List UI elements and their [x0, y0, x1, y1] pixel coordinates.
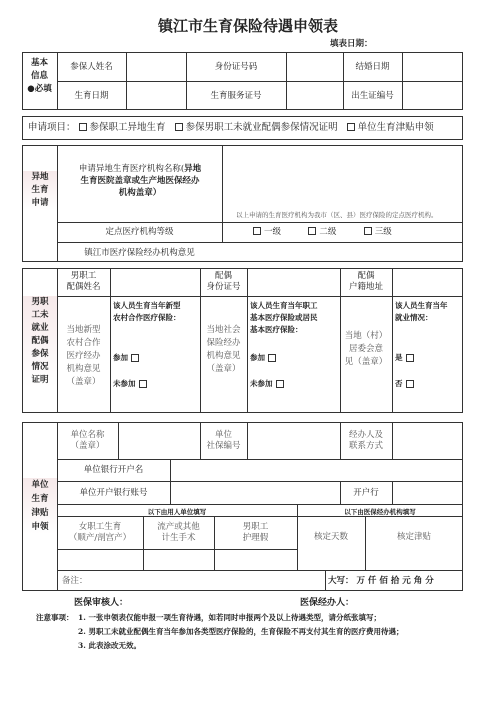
- bank-account-label: 单位开户银行账号: [79, 488, 148, 498]
- spouse-id-field[interactable]: [248, 269, 339, 295]
- unit-name-field[interactable]: [119, 423, 199, 458]
- unit-side: 单位 生育 津贴 申领: [23, 478, 57, 534]
- basic-side-2: 信息: [30, 71, 48, 81]
- spouse-name-field[interactable]: [111, 269, 199, 295]
- birth-date-label: 生育日期: [74, 91, 109, 101]
- verify-days-label: 核定天数: [313, 532, 348, 542]
- notes-label: 注意事项：: [36, 613, 74, 622]
- apply-item-spouse: 参保男职工未就业配偶参保情况证明: [185, 122, 338, 133]
- rural-join: 参加: [113, 352, 142, 363]
- level-1-checkbox[interactable]: [253, 227, 261, 235]
- male-leave-field[interactable]: [215, 550, 296, 569]
- apply-items-line: [28, 122, 434, 133]
- male-leave-label: 男职工 护理假: [242, 522, 269, 543]
- basic-side-3: ●必填: [27, 84, 52, 94]
- apply-checkbox-spouse[interactable]: [175, 123, 183, 131]
- social-join-checkbox[interactable]: [268, 354, 276, 362]
- remote-hospital-field[interactable]: [223, 146, 462, 206]
- insured-name-label: 参保人姓名: [70, 62, 113, 72]
- fill-date-label: 填表日期：: [330, 39, 373, 49]
- employ-yes: 是: [395, 352, 417, 363]
- birth-cert-label: 出生证编号: [351, 91, 394, 101]
- spouse-name-label: 男职工 配偶姓名: [66, 271, 101, 292]
- miscarriage-field[interactable]: [144, 550, 213, 569]
- capital-amount: 大写： 万 仟 佰 拾 元 角 分: [328, 576, 434, 586]
- contact-field[interactable]: [393, 423, 462, 458]
- rural-join-checkbox[interactable]: [131, 354, 139, 362]
- level-options: 一级 二级 三级: [250, 227, 392, 238]
- rural-question: 该人员生育当年新型 农村合作医疗保险：: [113, 301, 181, 322]
- level-3-checkbox[interactable]: [364, 227, 372, 235]
- apply-item-remote: 参保职工异地生育: [89, 122, 166, 133]
- female-leave-label: 女职工生育 （顺产/剖宫产）: [68, 522, 132, 543]
- level-2-checkbox[interactable]: [308, 227, 316, 235]
- page-title: 镇江市生育保险待遇申领表: [157, 17, 338, 35]
- remark-field[interactable]: [90, 571, 324, 590]
- insurance-opinion-field[interactable]: [223, 243, 462, 261]
- marriage-date-label: 结婚日期: [355, 62, 390, 72]
- bank-name-label: 单位银行开户名: [83, 465, 144, 475]
- verify-allowance-label: 核定津贴: [396, 532, 431, 542]
- social-opinion-label: 当地社会 保险经办 机构意见 （盖章）: [206, 325, 241, 374]
- bank-account-field[interactable]: [171, 482, 339, 503]
- employ-question: 该人员生育当年 就业情况：: [395, 301, 448, 322]
- unit-fill-note: 以下由用人单位填写: [147, 508, 207, 516]
- rural-opinion-label: 当地新型 农村合作 医疗经办 机构意见 （盖章）: [66, 325, 101, 387]
- apply-checkbox-unit[interactable]: [347, 123, 355, 131]
- remote-note: 以上申请的生育医疗机构为我市（区、县）医疗保险的定点医疗机构。: [236, 211, 438, 219]
- checker-label: 医保审核人：: [74, 598, 129, 608]
- birth-date-field[interactable]: [127, 82, 185, 109]
- id-number-label: 身份证号码: [214, 62, 258, 72]
- miscarriage-label: 流产或其他 计生手术: [157, 522, 200, 543]
- handler-label: 医保经办人：: [300, 598, 355, 608]
- bank-name-field[interactable]: [171, 460, 462, 480]
- female-leave-field[interactable]: [58, 550, 142, 569]
- rural-not-join: 未参加: [113, 378, 150, 389]
- spouse-id-label: 配偶 身份证号: [206, 271, 241, 292]
- birth-cert-field[interactable]: [403, 82, 462, 109]
- spouse-hukou-field[interactable]: [393, 269, 462, 295]
- social-join: 参加: [250, 352, 279, 363]
- social-not-join: 未参加: [250, 378, 287, 389]
- insured-name-field[interactable]: [127, 53, 185, 80]
- employ-no-checkbox[interactable]: [406, 380, 414, 388]
- rural-not-join-checkbox[interactable]: [139, 380, 147, 388]
- social-question: 该人员生育当年职工 基本医疗保险或居民 基本医疗保险：: [250, 301, 318, 334]
- note-1: 1. 一张申领表仅能申报一项生育待遇，如若同时申报两个及以上待遇类型，请分纸张填写；: [78, 613, 381, 622]
- employ-no: 否: [395, 378, 417, 389]
- level-label: 定点医疗机构等级: [105, 227, 174, 237]
- apply-item-unit: 单位生育津贴申领: [357, 122, 434, 133]
- unit-social-label: 单位 社保编号: [206, 430, 241, 451]
- note-2: 2. 男职工未就业配偶生育当年参加各类型医疗保险的，生育保险不再支付其生育的医疗费用待遇；: [78, 627, 404, 636]
- contact-label: 经办人及 联系方式: [348, 430, 383, 451]
- marriage-date-field[interactable]: [403, 53, 462, 80]
- apply-checkbox-remote[interactable]: [79, 123, 87, 131]
- basic-side-1: 基本: [30, 58, 48, 68]
- spouse-hukou-label: 配偶 户籍地址: [348, 271, 383, 292]
- insurance-fill-note: 以下由医保经办机构填写: [344, 508, 416, 516]
- service-cert-label: 生育服务证号: [210, 91, 262, 101]
- id-number-field[interactable]: [287, 53, 342, 80]
- bank-field[interactable]: [393, 482, 462, 503]
- unit-name-label: 单位名称 （盖章）: [70, 430, 105, 451]
- note-3: 3. 此表涂改无效。: [78, 641, 141, 650]
- social-not-join-checkbox[interactable]: [276, 380, 284, 388]
- service-cert-field[interactable]: [287, 82, 342, 109]
- village-opinion-label: 当地（村） 居委会意 见（盖章）: [344, 331, 388, 367]
- remark-label: 备注：: [62, 576, 88, 586]
- spouse-side: 男职 工未 就业 配偶 参保 情况 证明: [23, 296, 57, 387]
- unit-social-field[interactable]: [248, 423, 339, 458]
- employ-yes-checkbox[interactable]: [406, 354, 414, 362]
- remote-side: 异地 生育 申请: [23, 171, 57, 210]
- apply-label: 申请项目：: [28, 122, 76, 133]
- remote-hospital-label: 申请异地生育医疗机构名称(异地 生育医院盖章或生产地医保经办 机构盖章）: [78, 164, 202, 198]
- insurance-opinion-label: 镇江市医疗保险经办机构意见: [84, 248, 195, 258]
- bank-label: 开户行: [353, 488, 379, 498]
